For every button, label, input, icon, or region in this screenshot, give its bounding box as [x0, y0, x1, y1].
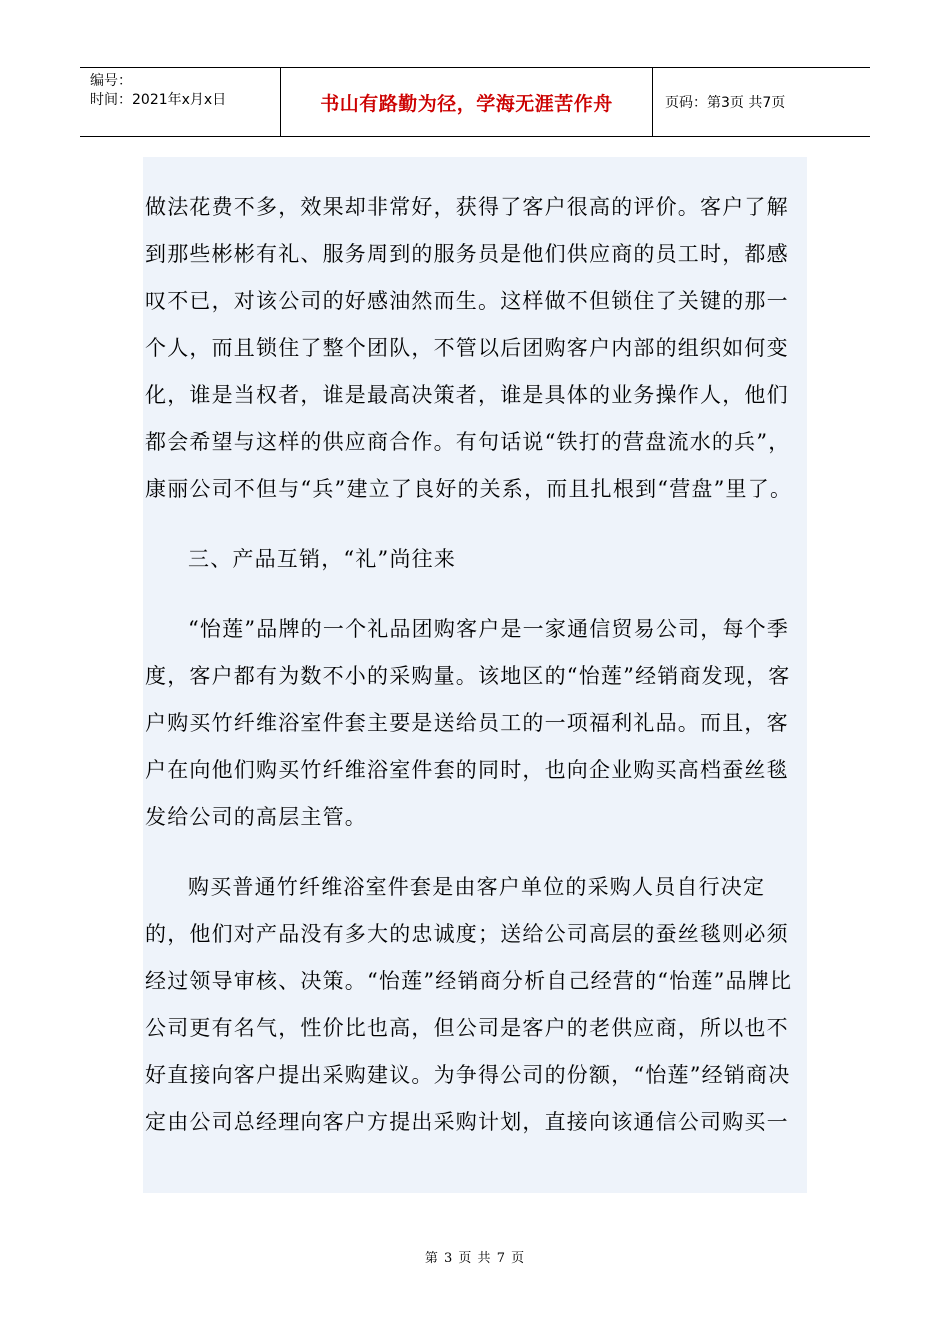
section-heading: 三、产品互销，“礼”尚往来 [188, 547, 457, 571]
document-date: 时间：2021年x月x日 [90, 92, 227, 108]
header-page-info: 页码：第3页 共7页 [665, 95, 786, 111]
header-meta [80, 68, 281, 136]
document-body [143, 157, 807, 1193]
header-motto: 书山有路勤为径，学海无涯苦作舟 [281, 68, 653, 136]
document-number-label: 编号： [90, 73, 132, 89]
body-paragraph: 购买普通竹纤维浴室件套是由客户单位的采购人员自行决定的，他们对产品没有多大的忠诚度；送给公司高层的蚕丝毯则必须经过领导审核、决策。“怡莲”经销商分析自己经营的“怡莲”品牌比公司更有名气，性价比也高，但公司是客户的老供应商，所以也不好直接向客户提出采购建议。为争得公司的份额，“怡莲”经销商决定由公司总经理向客户方提出采购计划，直接向该通信公司购买一 [145, 875, 793, 1134]
body-paragraph: 做法花费不多，效果却非常好，获得了客户很高的评价。客户了解到那些彬彬有礼、服务周到的服务员是他们供应商的员工时，都感叹不已，对该公司的好感油然而生。这样做不但锁住了关键的那一个人，而且锁住了整个团队，不管以后团购客户内部的组织如何变化，谁是当权者，谁是最高决策者，谁是具体的业务操作人，他们都会希望与这样的供应商合作。有句话说“铁打的营盘流水的兵”，康丽公司不但与“兵”建立了良好的关系，而且扎根到“营盘”里了。 [145, 195, 793, 501]
page-footer: 第 3 页 共 7 页 [424, 1251, 526, 1266]
page-header [80, 67, 870, 137]
body-paragraph: “怡莲”品牌的一个礼品团购客户是一家通信贸易公司，每个季度，客户都有为数不小的采购量。该地区的“怡莲”经销商发现，客户购买竹纤维浴室件套主要是送给员工的一项福利礼品。而且，客户在向他们购买竹纤维浴室件套的同时，也向企业购买高档蚕丝毯发给公司的高层主管。 [145, 617, 791, 829]
